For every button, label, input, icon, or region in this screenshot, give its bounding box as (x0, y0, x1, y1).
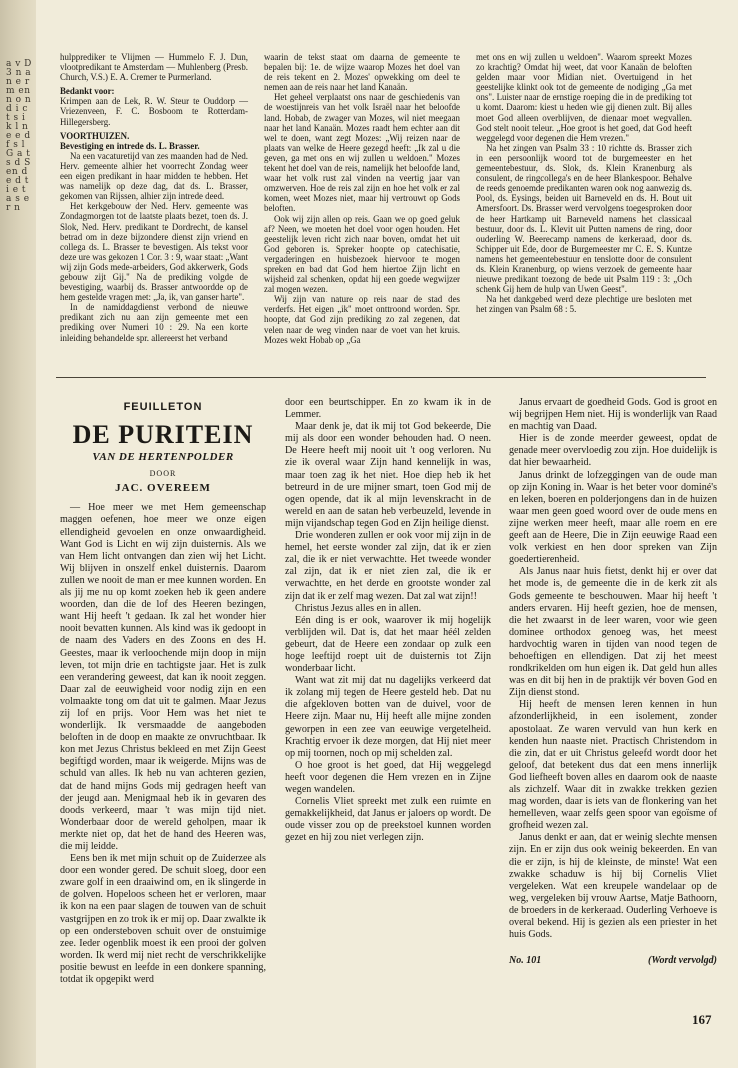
paragraph: Eens ben ik met mijn schuit op de Zuiderzee als door een wonder gered. De schuit sloeg, door een zware golf in een draaiwind om, en ik slingerde in de golven. Hopeloos scheen het er verloren, maar ik kon na een paar slagen de touwen van de schuit vastgrijpen en zo trok ik er mij op. Daar zwalkte ik op een ondersteboven schuit over de onstuimige zee. Ieder ogenblik moest ik een prooi der golven worden. Ik werd mij niet recht de verschrikkelijke positie bewust en leefde in een donkere spanning, totdat ik opgepikt werd (60, 853, 267, 986)
paragraph: Hier is de zonde meerder geweest, opdat de genade meer overvloedig zou zijn. Hoe duidelijk is dat hier bewaarheid. (509, 433, 717, 469)
paragraph: Als Janus naar huis fietst, denkt hij er over dat het mode is, de gemeente die in de kerk zit als Gods gemeente te beschouwen. Maar hij heeft 't anders ervaren. Hij heeft gezien, hoe de mensen, die het zwaarst in de leer waren, voor wie geen dominee orthodox genoeg was, het meest hardvochtig waren in tijden van nood tegen de behoeftigen en ellendigen. Dat zij het meest rondkrikelden om hun eigen ik. Dat geld hun alles was en dit bij hen in de praktijk vér boven God en Zijn dienst stond. (509, 566, 717, 699)
to-be-continued: (Wordt vervolgd) (648, 955, 717, 967)
paragraph: Na het dankgebed werd deze plechtige ure besloten met het zingen van Psalm 68 : 5. (476, 294, 692, 315)
page-number: 167 (692, 1012, 712, 1027)
section-heading: VOORTHUIZEN. (60, 130, 130, 141)
paragraph: — Hoe meer we met Hem gemeenschap maggen oefenen, hoe meer we onze eigen ellendigheid gevoelen en onze onwaardigheid. Want God is Licht en wij zijn duisternis. Als we van Hem licht ontvangen dan zien wij het Licht. Wij blijven in onszelf enkel duisternis. Daarom zullen we nooit de man er mee kunnen worden. En als jij me nu op komt zoeken heb ik geen andere woorden, dan die de lof des Heeren bezingen, want Hij heeft 't gedaan. Ik zal het wonder hier nooit bevatten kunnen. Als kind was ik gedoopt in de naam des Vaders en des Zoons en des H. Geestes, maar ik verloochende mijn doop in mijn leven, tot mijn drie en tachtigste jaar. Het is zulk een verandering geweest, dat kan ik nooit zeggen. Daar zal de eeuwigheid voor nodig zijn en een volmaakte tong om dat uit te galmen. Maar Jezus zij lof en prijs. Voor Hem was het niet te wonderlijk. Ik versmaadde de aangeboden beloften in de doop en maakte ze onvruchtbaar. Ik kon met Jezus Christus bekleed en met Zijn Geest begiftigd worden, maar ik weigerde. Mijns was de schuld van alles. Ik heb nu van achteren gezien, dat de hand mijns Gods mij gedragen heeft van der jeugd aan. Menigmaal heb ik in gevaren des doods verkeerd, maar 't was mijn tijd niet. Wonderbaar door de wereld geholpen, maar ik merkte niet op, dat het de hand des Heeren was, die mij leidde. (60, 502, 266, 852)
paragraph: Eén ding is er ook, waarover ik mij hogelijk verblijden wil. Dat is, dat het maar héél zelden gebeurt, dat de Heere een zondaar op zulk een hoge leeftijd roept uit de duisternis tot Zijn wonderbaar licht. (285, 614, 491, 675)
section-heading: Bedankt voor: (60, 86, 115, 97)
serial-number: No. 101 (509, 955, 542, 967)
feuilleton-column-2 (285, 397, 491, 965)
paragraph: waarin de tekst staat om daarna de gemeente te bepalen bij: 1e. de wijze waarop Mozes het doel van de reis tekent en 2. Mozes' opwekking om deel te nemen aan de reis naar het land Kanaän. (264, 52, 460, 93)
paragraph: Ook wij zijn allen op reis. Gaan we op goed geluk af? Neen, we moeten het doel voor ogen houden. Het geestelijk leven richt zich naar boven, omdat het uit God geboren is. Spreker hoopte op catechisatie, vergaderingen en huisbezoek hiervoor te mogen spreken en bad dat God hem hiertoe Zijn licht en wijsheid zal schenken, opdat hij een goede wegwijzer zal mogen wezen. (264, 213, 460, 295)
feuilleton-column-1 (60, 397, 267, 986)
paragraph: Het kerkgebouw der Ned. Herv. gemeente was Zondagmorgen tot de laatste plaats bezet, toen ds. J. Slok, Ned. Herv. predikant te Dordrecht, de kansel betrad om in deze bijzondere dienst zijn vriend en collega ds. L. Brasser te bevestigen. Als tekst voor deze ure was gekozen 1 Cor. 3 : 9, waar staat: „Want wij zijn Gods mede-arbeiders, God akkerwerk, Gods gebouw zijt Gij." Na de prediking volgde de bevestiging, waarbij ds. Brasser antwoordde op de hem gestelde vragen met: „Ja, ik, van ganser harte". (60, 201, 248, 303)
paragraph: In de namiddagdienst verbond de nieuwe predikant zich nu aan zijn gemeente met een prediking over Numeri 10 : 29. Na een korte inleiding behandelde spr. allereerst het verband (60, 302, 248, 343)
paragraph: Maar denk je, dat ik mij tot God bekeerde, Die mij als door een wonder behouden had. O neen. De Heere heeft mij nooit uit 't oog verloren. Nu zie ik overal waar Zijn hand kennelijk in was, maar toen zag ik het niet. Hoe diep heb ik het betreurd in de ure mijner smart, toen God mij de ogen opende, dat ik al mijn levenskracht in de wereld en aan de satan heb verbeuzeld, levende in mijn vijandschap tegen God en Zijn heilige dienst. (285, 421, 491, 529)
paragraph: met ons en wij zullen u weldoen". Waarom spreekt Mozes zo krachtig? Omdat hij weet, dat voor Kanaän de beloften gelden maar voor Midian niet. Overtuigend in het geestelijke klinkt ook tot de gemeente de nodiging „Ga met ons". Luister naar de ernstige roeping die in de prediking tot u komt. Daarom: kiest u heden wie gij dienen zult. Bij alles moet God alleen overblijven, de dienaar moet wegvallen. God stelt nooit teleur. „Hoe groot is het goed, dat God heeft weggelegd voor degenen die Hem vrezen." (476, 52, 692, 143)
gutter-text: a v D 3 n a n e r m en n o n d i c t s i k l n e e d f s l G a t s d S en d e d t i e t a s e r n (6, 59, 32, 213)
paragraph: Na een vacaturetijd van zes maanden had de Ned. Herv. gemeente alhier het voorrecht Zondag weer een eigen predikant in haar midden te hebben. Het was namelijk op deze dag, dat ds. L. Brasser, gekomen van Rijssen, alhier zijn intrede deed. (60, 150, 248, 202)
story-author: JAC. OVEREEM (115, 482, 211, 495)
paragraph: Janus drinkt de lofzeggingen van de oude man op zijn Koning in. Waar is het beter voor dominé's en leken, boeren en polderjongens dan in de huizen waar men geen goed woord over de oude mens en zijne werken meer heeft, maar alle roem en ere geeft aan de Heere, Die in Zijn eeuwige Raad een volk verkiest en hen door spreken van Zijn goedertierenheid. (509, 469, 717, 566)
paragraph: Cornelis Vliet spreekt met zulk een ruimte en gemakkelijkheid, dat Janus er jaloers op wordt. De oude visser zou op de preekstoel kunnen worden gezet en hij zou niet verlegen zijn. (285, 796, 491, 844)
top-column-3 (476, 52, 692, 364)
binding-gutter (0, 0, 36, 1068)
feuilleton-label: FEUILLETON (123, 401, 203, 413)
paragraph: Na het zingen van Psalm 33 : 10 richtte ds. Brasser zich in een persoonlijk woord tot de burgemeester en het gemeentebestuur, ds. Slok, ds. Klein Kranenburg als consulent, de ringcollega's en de heer Blankespoor. Behalve de reeds genoemde predikanten waren ook nog aanwezig ds. Pool, ds. Eysings, beiden uit Barneveld en ds. H. Bout uit Amersfoort. Ds. Brasser werd vervolgens toegesproken door de heer Hartkamp uit Barneveld namens het classicaal bestuur, door ds. L. Klevit uit Putten namens de ring, door ouderling W. Beerecamp namens de kerkeraad, door ds. Schipper uit Ede, door de Burgemeester mr C. E. S. Kuntze namens het gemeentebestuur en tenslotte door de consulent ds. Klein Kranenburg, op wiens verzoek de gemeente haar nieuwe predikant toezong de bede uit Psalm 119 : 3: „Och schenk Gij hem de hulp van Uwen Geest". (476, 142, 692, 295)
section-divider (56, 377, 706, 378)
feuilleton-column-3 (509, 397, 717, 965)
paragraph: Christus Jezus alles en in allen. (295, 602, 422, 614)
paragraph: Janus ervaart de goedheid Gods. God is groot en wij begrijpen Hem niet. Hij is wonderlijk van Raad en machtig van Daad. (509, 397, 717, 433)
section-subheading: Bevestiging en intrede ds. L. Brasser. (60, 140, 200, 151)
top-column-1 (60, 52, 248, 364)
serial-footer (509, 955, 717, 967)
paragraph: Hij heeft de mensen leren kennen in hun afzonderlijkheid, in een isolement, zonder apostolaat. Ze waren vervuld van hun kerk en kenden hun naaste niet. Practisch Christendom in die zin, dat er uit Christus geleefd wordt door het geloof, dat betekent dus dat een mens innerlijk God liefheeft boven alles en daarom ook de naaste als zichzelf. Waar dit in zwakke trekken gezien mag worden, daar is iets van de flonkering van het hemelleven, waar zelfs geen spoor van egoïsme of grofheid wezen zal. (509, 699, 717, 832)
story-subtitle: VAN DE HERTENPOLDER (92, 451, 234, 464)
paragraph: door een beurtschipper. En zo kwam ik in de Lemmer. (285, 397, 491, 421)
top-column-2 (264, 52, 460, 364)
story-title: DE PURITEIN (72, 420, 254, 450)
paragraph: Wij zijn van nature op reis naar de stad des verderfs. Het eigen „ik" moet onttroond worden. Spr. hoopte, dat God zijn prediking zo zal zegenen, dat velen naar de weg vinden naar de voet van het kruis. Mozes wekt Hobab op „Ga (264, 294, 460, 345)
newspaper-page (36, 0, 738, 1068)
paragraph: Janus denkt er aan, dat er weinig slechte mensen zijn. En er zijn dus ook weinig bekeerden. En van die er zijn, is hij de kleinste, de minste! Wat een zwakke schaduw is hij bij Cornelis Vliet vergeleken. Wat een kreupele wandelaar op de weg, vergeleken bij vrouw Aartse, Matje Bathoorn, de broeders in de kerkeraad. Ouderling Verhoeve is overal bekend. Hij is gezien als een priester in het huis Gods. (509, 832, 717, 941)
paragraph: hulpprediker te Vlijmen — Hummelo F. J. Dun, vlootpredikant te Amsterdam — Muhlenberg (Presb. Church, V.S.) E. A. Cremer te Purmerland. (60, 52, 248, 83)
paragraph: O hoe groot is het goed, dat Hij weggelegd heeft voor degenen die Hem vrezen en in Zijne wegen wandelen. (285, 759, 491, 795)
byline-door: DOOR (149, 469, 177, 479)
paragraph: Krimpen aan de Lek, R. W. Steur te Ouddorp — Vriezenveen, F. C. Bosboom te Rotterdam-Hillegersberg. (60, 96, 248, 127)
paragraph: Het geheel verplaatst ons naar de geschiedenis van de woestijnreis van het volk Israël naar het beloofde land. Hobab, de zwager van Mozes, wil niet meegaan naar het land Kanaän. Mozes raadt hem echter aan dit wel te doen, want zegt Mozes: „Wij reizen naar de plaats van welke de Heere gezegd heeft: „Ik zal u die geven, ga met ons en wij zullen u weldoen." Mozes tekent het doel van de reis, namelijk het beloofde land, waar het volk rust zal vinden na veertig jaar van omzwerven. Hoe de reis zal zijn en hoe het volk er zal komen, weet Mozes niet, maar hij vertrouwt op Gods beloften. (264, 92, 460, 214)
paragraph: Want wat zit mij dat nu dagelijks verkeerd dat ik zolang mij tegen de Heere gesteld heb. Dat nu die afgekloven botten van de duivel, voor de Heere zijn. Maar nu, Hij heeft alle mijne zonden geworpen in een zee van eeuwige vergetelheid. Krachtig ervoer ik deze morgen, dat Hij niet meer op mij toornen, noch op mij schelden zal. (285, 675, 491, 759)
paragraph: Drie wonderen zullen er ook voor mij zijn in de hemel, het eerste wonder zal zijn, dat ik er zien zal, die ik er niet verwachtte. Het tweede wonder zal zijn, dat ik er niet zien zal, die ik er verwachtte, en het derde en grootste wonder zal zijn dat ik er zelf mag wezen. Dat zal wat zijn!! (285, 530, 491, 602)
